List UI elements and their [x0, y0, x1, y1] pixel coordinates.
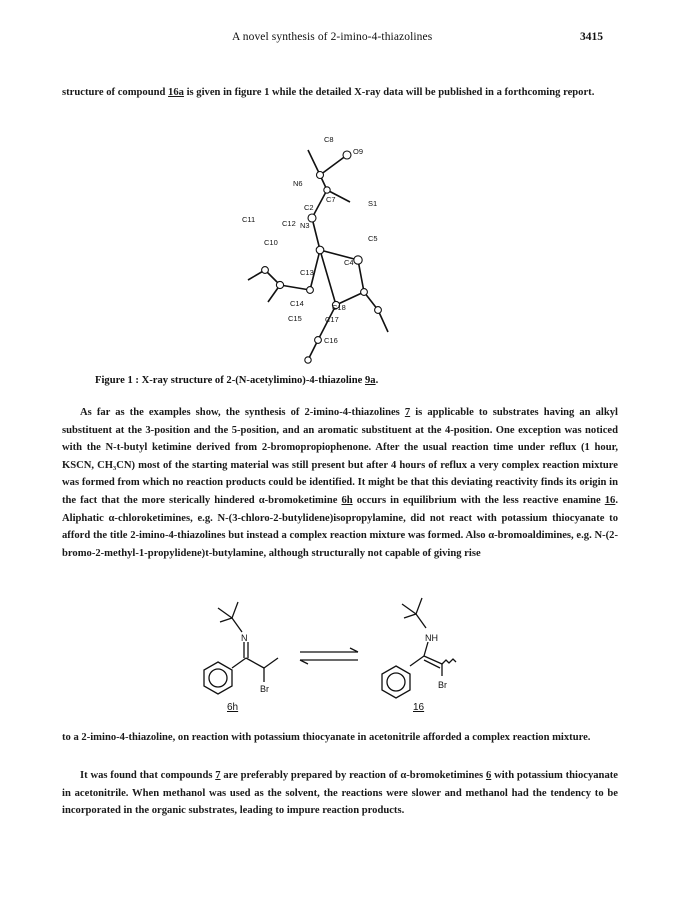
compound-ref: 16 [604, 494, 616, 506]
atom-label: S1 [368, 199, 378, 208]
paragraph-continuation: to a 2-imino-4-thiazoline, on reaction with potassium thiocyanate in acetonitrile afforded a complex reaction mixture. [62, 732, 591, 743]
text-span: structure of compound [62, 87, 169, 98]
compound-label-6h: 6h [227, 702, 239, 713]
compound-ref: 6h [341, 494, 353, 506]
compound-ref: 7 [215, 770, 221, 781]
atom-label: C2 [304, 203, 314, 212]
text-span: with potassium thiocyanate in acetonitrile. When methanol was used as the solvent, the reactions were slower and methanol had the tendency to be incorporated in the organic substrates, leading to impure reaction products. [62, 770, 618, 817]
atom-label: C18 [332, 303, 346, 312]
text-span: It was found that compounds [80, 770, 216, 781]
atom-label: C17 [325, 315, 339, 324]
atom-label: C16 [324, 336, 338, 345]
atom-label: N6 [293, 179, 303, 188]
compound-ref: 6 [485, 770, 492, 781]
text-span: Figure 1 : X-ray structure of 2-(N-acetylimino)-4-thiazoline [95, 375, 365, 386]
atom-label: C10 [264, 238, 278, 247]
paragraph-preparation [62, 767, 618, 820]
atom-label: C14 [290, 299, 304, 308]
atom-label: O9 [353, 147, 364, 156]
compound-ref: 7 [404, 407, 411, 418]
atom-label: C12 [282, 219, 296, 228]
atom-label: C4 [344, 258, 354, 267]
text-span: is given in figure 1 while the detailed X-ray data will be published in a forthcoming report. [183, 87, 595, 98]
paragraph-scope [62, 404, 618, 562]
compound-label-16: 16 [413, 702, 425, 713]
atom-label: C8 [324, 135, 334, 144]
atom-label: C13 [300, 268, 314, 277]
page-header [0, 31, 676, 49]
equilibrium-scheme [180, 590, 480, 720]
atom-label: Br [438, 680, 447, 690]
atom-label: N [241, 633, 248, 643]
page-number: 3415 [580, 31, 603, 43]
atom-label: C7 [326, 195, 336, 204]
text-span: is applicable to substrates having an alkyl substituent at the 3-position and the 5-position, and an aromatic substituent at the 4-position. One exception was noticed with the N-t-butyl ketimine derived from 2-bromopropiophenone. After the usual reaction time under reflux (1 hour, KSCN, CH₃CN) most of the starting material was still present but after 4 hours of reflux a very complex reaction mixture was formed from which no reaction products could be identified. It might be that this deviating reactivity finds its origin in the fact that the more sterically hindered α-bromoketimine [62, 407, 618, 506]
atom-label: C11 [242, 215, 256, 224]
text-span: . [375, 375, 379, 386]
text-span: . Aliphatic α-chloroketimines, e.g. N-(3-chloro-2-butylidene)isopropylamine, did not react with potassium thiocyanate to afford the title 2-imino-4-thiazolines but instead a complex reaction mixture was formed. Also α-bromoaldimines, e.g. N-(2-bromo-2-methyl-1-propylidene)t-butylamine, although structurally not capable of giving rise [62, 494, 618, 559]
atom-label: N3 [300, 221, 310, 230]
atom-label: NH [425, 633, 438, 643]
figure-caption [95, 375, 378, 386]
atom-label: Br [260, 684, 269, 694]
xray-structure-figure [220, 130, 420, 370]
atom-label: C5 [368, 234, 378, 243]
text-span: occurs in equilibrium with the less reactive enamine [352, 494, 605, 506]
running-title: A novel synthesis of 2-imino-4-thiazolines [232, 31, 433, 43]
text-span: As far as the examples show, the synthesis of 2-imino-4-thiazolines [80, 407, 405, 418]
compound-ref: 16a [168, 87, 184, 98]
compound-ref: 9a [364, 375, 376, 386]
paragraph-structure-note [62, 84, 618, 102]
atom-label: C15 [288, 314, 302, 323]
text-span: are preferably prepared by reaction of α-bromoketimines [220, 770, 486, 781]
